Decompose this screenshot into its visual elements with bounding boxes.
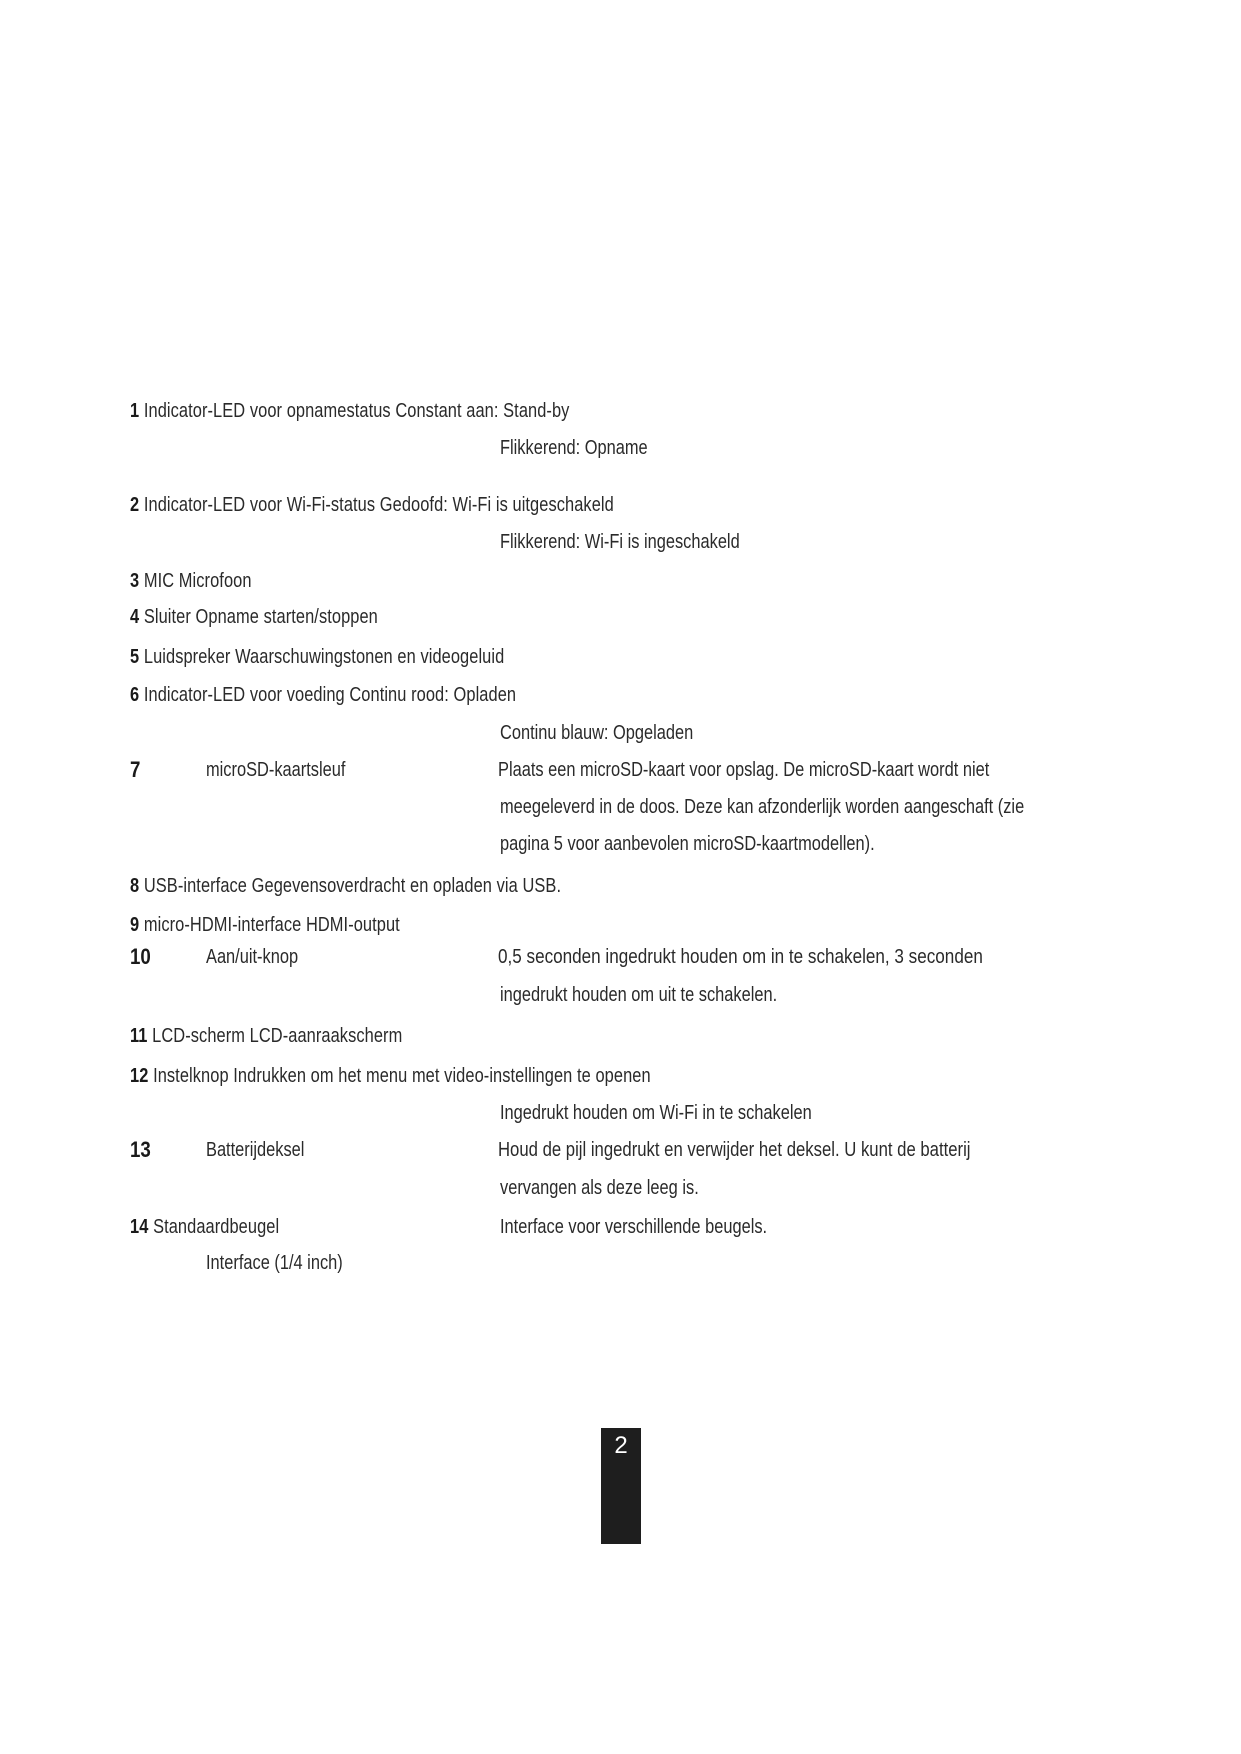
list-item-5 (130, 644, 504, 670)
item-text: Sluiter Opname starten/stoppen (143, 606, 378, 628)
item-13-number: 13 (130, 1137, 151, 1162)
item-10-label: Aan/uit-knop (206, 946, 299, 968)
list-item-6 (130, 682, 516, 708)
list-item-4 (130, 604, 378, 630)
list-item-2 (130, 492, 614, 518)
item-number: 5 (130, 646, 140, 668)
item-10-desc-line-1: 0,5 seconden ingedrukt houden om in te schakelen, 3 seconden (498, 946, 983, 968)
item-number: 9 (130, 914, 140, 936)
item-number: 3 (130, 570, 140, 592)
item-text: Indicator-LED voor Wi-Fi-status Gedoofd: Wi-Fi is uitgeschakeld (143, 494, 614, 516)
item-number: 2 (130, 494, 140, 516)
item-number: 8 (130, 875, 140, 897)
item-text: LCD-scherm LCD-aanraakscherm (152, 1025, 403, 1047)
item-12-continuation: Ingedrukt houden om Wi-Fi in te schakelen (500, 1102, 812, 1124)
item-10-desc-line-2: ingedrukt houden om uit te schakelen. (500, 984, 778, 1006)
item-text: Luidspreker Waarschuwingstonen en videogeluid (143, 646, 505, 668)
item-2-continuation: Flikkerend: Wi-Fi is ingeschakeld (500, 531, 740, 553)
list-item-8 (130, 873, 561, 899)
item-text: Indicator-LED voor opnamestatus Constant aan: Stand-by (143, 400, 570, 422)
list-item-1 (130, 398, 569, 424)
item-text: Standaardbeugel (153, 1216, 280, 1238)
list-item-9 (130, 912, 400, 938)
page-number-tab (601, 1428, 641, 1544)
item-7-desc-line-2: meegeleverd in de doos. Deze kan afzonderlijk worden aangeschaft (zie (500, 796, 1025, 818)
item-13-desc-line-1: Houd de pijl ingedrukt en verwijder het deksel. U kunt de batterij (498, 1139, 971, 1161)
item-7-desc-line-1: Plaats een microSD-kaart voor opslag. De microSD-kaart wordt niet (498, 759, 990, 781)
item-text: Instelknop Indrukken om het menu met video-instellingen te openen (153, 1065, 651, 1087)
item-1-continuation: Flikkerend: Opname (500, 437, 648, 459)
list-item-12 (130, 1063, 651, 1089)
list-item-3 (130, 568, 252, 594)
item-13-label: Batterijdeksel (206, 1139, 305, 1161)
list-item-14 (130, 1214, 279, 1240)
item-13-desc-line-2: vervangen als deze leeg is. (500, 1177, 699, 1199)
item-7-number: 7 (130, 757, 141, 782)
item-6-continuation: Continu blauw: Opgeladen (500, 722, 694, 744)
item-text: Indicator-LED voor voeding Continu rood: Opladen (143, 684, 517, 706)
item-number: 1 (130, 400, 140, 422)
item-number: 4 (130, 606, 140, 628)
page-number: 2 (614, 1432, 628, 1459)
item-text: micro-HDMI-interface HDMI-output (143, 914, 400, 936)
item-text: MIC Microfoon (143, 570, 252, 592)
list-item-11 (130, 1023, 402, 1049)
item-14-sub: Interface (1/4 inch) (206, 1252, 343, 1274)
item-number: 11 (130, 1025, 148, 1047)
item-10-number: 10 (130, 944, 151, 969)
item-7-label: microSD-kaartsleuf (206, 759, 346, 781)
item-7-desc-line-3: pagina 5 voor aanbevolen microSD-kaartmodellen). (500, 833, 875, 855)
item-number: 6 (130, 684, 140, 706)
item-number: 12 (130, 1065, 149, 1087)
item-number: 14 (130, 1216, 149, 1238)
item-14-desc: Interface voor verschillende beugels. (500, 1216, 768, 1238)
item-text: USB-interface Gegevensoverdracht en opladen via USB. (143, 875, 562, 897)
